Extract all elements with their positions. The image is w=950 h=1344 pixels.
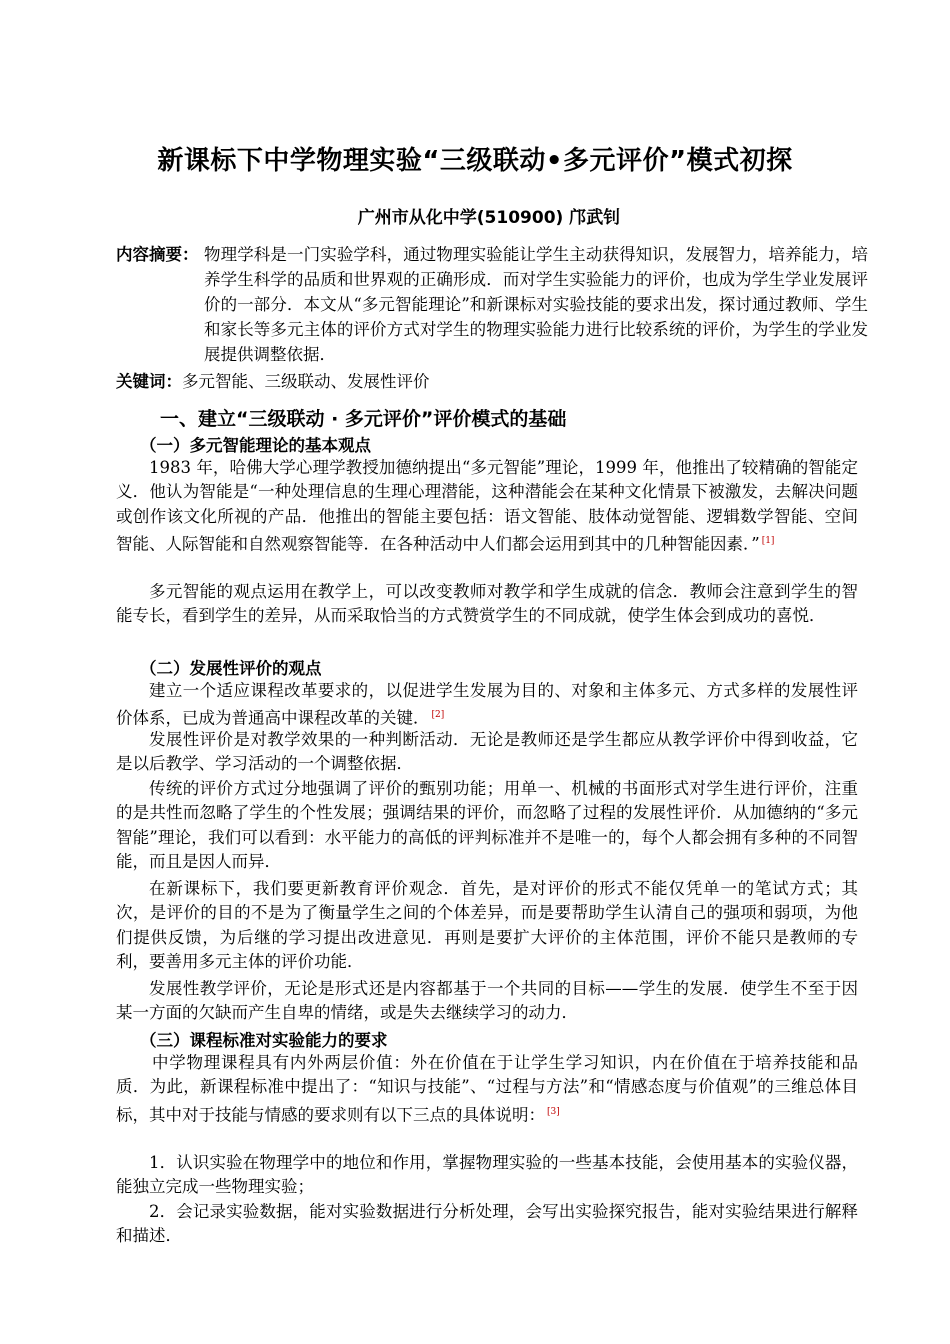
list-item: 1．认识实验在物理学中的地位和作用，掌握物理实验的一些基本技能，会使用基本的实验仪器，能独立完成一些物理实验；	[116, 1153, 858, 1197]
keywords-label: 关键词：	[116, 372, 182, 391]
paragraph-text: 中学物理课程具有内外两层价值：外在价值在于让学生学习知识，内在价值在于培养技能和品质．为此，新课程标准中提出了：“知识与技能”、“过程与方法”和“情感态度与价值观”的三维总体目标，其中对于技能与情感的要求则有以下三点的具体说明：	[116, 1053, 858, 1125]
paragraph: 在新课标下，我们要更新教育评价观念．首先，是对评价的形式不能仅凭单一的笔试方式；其次，是评价的目的不是为了衡量学生之间的个体差异，而是要帮助学生认清自己的强项和弱项，为他们提供反馈，为后继的学习提出改进意见．再则是要扩大评价的主体范围，评价不能只是教师的专利，要善用多元主体的评价功能．	[116, 879, 858, 972]
subsection-heading-3: （三）课程标准对实验能力的要求	[140, 1031, 388, 1050]
paragraph: 多元智能的观点运用在教学上，可以改变教师对教学和学生成就的信念．教师会注意到学生的智能专长，看到学生的差异，从而采取恰当的方式赞赏学生的不同成就，使学生体会到成功的喜悦．	[116, 582, 858, 626]
list-item: 2．会记录实验数据，能对实验数据进行分析处理，会写出实验探究报告，能对实验结果进行解释和描述．	[116, 1202, 858, 1246]
subsection-heading-2: （二）发展性评价的观点	[140, 659, 322, 678]
paper-title: 新课标下中学物理实验“三级联动•多元评价”模式初探	[157, 146, 793, 176]
citation-ref[interactable]: [2]	[431, 710, 445, 721]
citation-ref[interactable]: [3]	[547, 1106, 560, 1117]
abstract	[116, 242, 868, 367]
paragraph: 发展性教学评价，无论是形式还是内容都基于一个共同的目标——学生的发展．使学生不至于因某一方面的欠缺而产生自卑的情绪，或是失去继续学习的动力．	[116, 979, 858, 1023]
keywords	[116, 369, 430, 394]
paragraph	[116, 456, 858, 557]
citation-ref[interactable]: [1]	[761, 536, 775, 547]
author-line: 广州市从化中学(510900) 邝武钊	[357, 208, 621, 228]
keywords-text: 多元智能、三级联动、发展性评价	[182, 372, 430, 391]
paragraph-text: 1983 年，哈佛大学心理学教授加德纳提出“多元智能”理论，1999 年，他推出了较精确的智能定义．他认为智能是“一种处理信息的生理心理潜能，这种潜能会在某种文化情景下被激发，去解决问题或创作该文化所视的产品．他推出的智能主要包括：语文智能、肢体动觉智能、逻辑数学智能、空间智能、人际智能和自然观察智能等．在各种活动中人们都会运用到其中的几种智能因素．”	[116, 458, 858, 554]
paragraph: 传统的评价方式过分地强调了评价的甄别功能；用单一、机械的书面形式对学生进行评价，注重的是共性而忽略了学生的个性发展；强调结果的评价，而忽略了过程的发展性评价．从加德纳的“多元智能”理论，我们可以看到：水平能力的高低的评判标准并不是唯一的，每个人都会拥有多种的不同智能，而且是因人而异．	[116, 779, 858, 872]
paragraph	[116, 1051, 858, 1128]
section-heading-1: 一、建立“三级联动 · 多元评价”评价模式的基础	[160, 408, 567, 430]
abstract-text: 物理学科是一门实验学科，通过物理实验能让学生主动获得知识，发展智力，培养能力，培养学生科学的品质和世界观的正确形成．而对学生实验能力的评价，也成为学生学业发展评价的一部分．本文从“多元智能理论”和新课标对实验技能的要求出发，探讨通过教师、学生和家长等多元主体的评价方式对学生的物理实验能力进行比较系统的评价，为学生的学业发展提供调整依据．	[204, 245, 868, 364]
abstract-label: 内容摘要：	[116, 245, 199, 264]
subsection-heading-1: （一）多元智能理论的基本观点	[140, 436, 371, 455]
paragraph	[116, 679, 858, 731]
paragraph-text: 建立一个适应课程改革要求的，以促进学生发展为目的、对象和主体多元、方式多样的发展性评价体系，已成为普通高中课程改革的关键．	[116, 681, 858, 728]
paragraph: 发展性评价是对教学效果的一种判断活动．无论是教师还是学生都应从教学评价中得到收益，它是以后教学、学习活动的一个调整依据．	[116, 730, 858, 774]
